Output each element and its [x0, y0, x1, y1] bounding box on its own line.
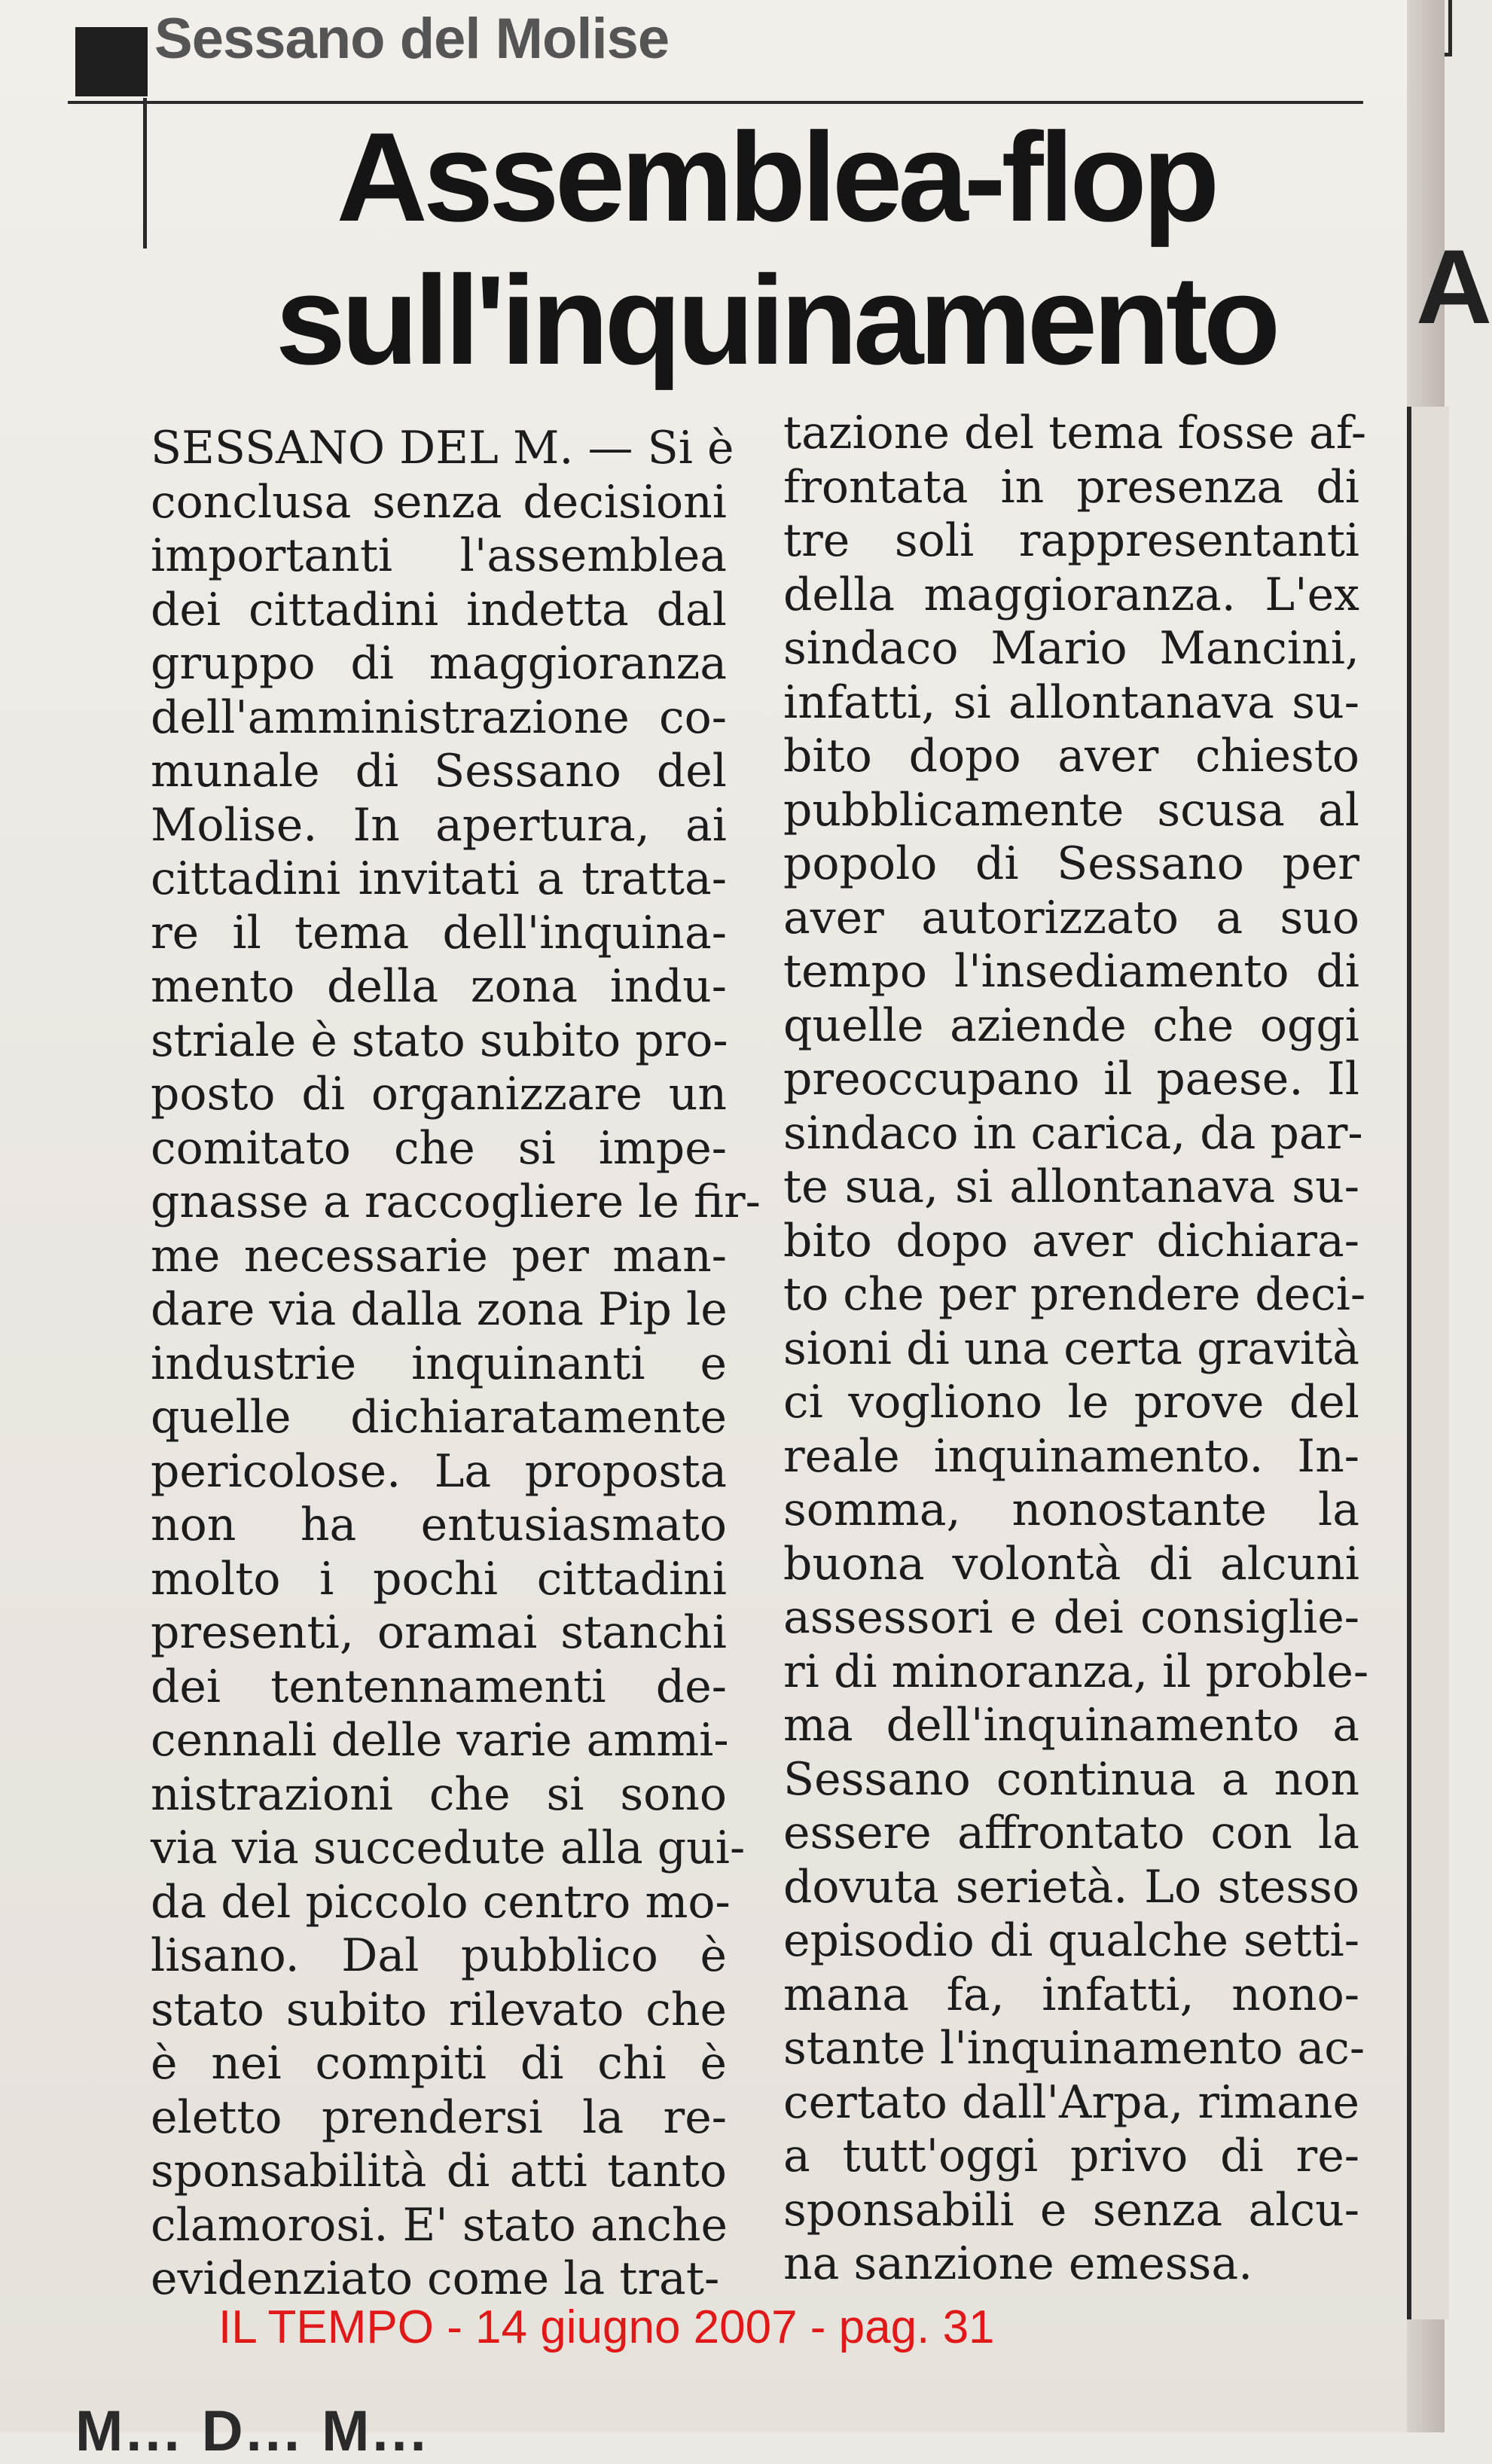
article-line: me necessarie per man- — [151, 1229, 727, 1282]
article-line: sioni di una certa gravità — [783, 1322, 1359, 1375]
article-line: popolo di Sessano per — [783, 837, 1359, 890]
article-line: certato dall'Arpa, rimane — [783, 2075, 1360, 2129]
article-line: pericolose. La proposta — [151, 1444, 727, 1498]
article-line: clamorosi. E' stato anche — [151, 2198, 728, 2252]
section-label: Sessano del Molise — [154, 7, 670, 71]
article-line: presenti, oramai stanchi — [151, 1606, 727, 1659]
article-line: stato subito rilevato che — [151, 1983, 727, 2036]
article-line: dei tentennamenti de- — [151, 1660, 727, 1713]
article-line: preoccupano il paese. Il — [783, 1053, 1359, 1105]
article-line: sponsabili e senza alcu- — [783, 2183, 1359, 2237]
article-line: te sua, si allontanava su- — [783, 1160, 1359, 1213]
article-line: munale di Sessano del — [151, 745, 727, 797]
article-line: SESSANO DEL M. — Si è — [151, 422, 734, 474]
article-line: posto di organizzare un — [151, 1068, 727, 1121]
article-line: pubblicamente scusa al — [783, 783, 1359, 837]
article-line: stante l'inquinamento ac- — [783, 2022, 1365, 2075]
article-line: è nei compiti di chi è — [151, 2037, 727, 2090]
headline-line-2: sull'inquinamento — [275, 249, 1277, 391]
section-marker-block — [75, 27, 148, 96]
article-line: della maggioranza. L'ex — [783, 568, 1359, 621]
article-line: striale è stato subito pro- — [151, 1014, 728, 1067]
article-line: sindaco in carica, da par- — [783, 1106, 1363, 1160]
article-line: quelle aziende che oggi — [783, 999, 1359, 1052]
article-line: non ha entusiasmato — [151, 1499, 727, 1551]
article-line: cennali delle varie ammi- — [151, 1714, 729, 1767]
header-vertical-rule — [143, 98, 147, 249]
article-line: tre soli rappresentanti — [783, 514, 1359, 567]
article-line: gruppo di maggioranza — [151, 637, 727, 690]
article-line: mento della zona indu- — [151, 960, 727, 1013]
article-line: Molise. In apertura, ai — [151, 798, 727, 852]
article-line: lisano. Dal pubblico è — [151, 1929, 727, 1982]
article-line: sponsabilità di atti tanto — [151, 2145, 727, 2197]
article-line: dovuta serietà. Lo stesso — [783, 1860, 1359, 1914]
article-line: infatti, si allontanava su- — [783, 675, 1359, 729]
article-line: mana fa, infatti, nono- — [783, 1968, 1359, 2021]
article-line: aver autorizzato a suo — [783, 891, 1359, 944]
article-line: industrie inquinanti e — [151, 1337, 727, 1390]
article-line: essere affrontato con la — [783, 1807, 1359, 1859]
article-line: na sanzione emessa. — [783, 2237, 1253, 2290]
article-line: dare via dalla zona Pip le — [151, 1283, 728, 1336]
article-line: sindaco Mario Mancini, — [783, 622, 1359, 675]
article-line: conclusa senza decisioni — [151, 475, 727, 529]
article-line: gnasse a raccogliere le fir- — [151, 1176, 761, 1228]
article-line: eletto prendersi la re- — [151, 2090, 727, 2144]
article-line: Sessano continua a non — [783, 1752, 1359, 1806]
article-line: quelle dichiaratamente — [151, 1391, 727, 1444]
article-line: a tutt'oggi privo di re- — [783, 2130, 1359, 2182]
article-line: re il tema dell'inquina- — [151, 906, 727, 959]
article-column-left — [151, 422, 761, 2307]
article-line: bito dopo aver chiesto — [783, 730, 1359, 782]
article-line: buona volontà di alcuni — [783, 1537, 1359, 1590]
article-column-right — [783, 407, 1369, 2292]
article-line: molto i pochi cittadini — [151, 1552, 727, 1606]
article-line: ci vogliono le prove del — [783, 1376, 1359, 1429]
article-line: reale inquinamento. In- — [783, 1429, 1359, 1483]
headline — [249, 105, 1303, 392]
article-line: assessori e dei consiglie- — [783, 1591, 1359, 1644]
article-line: to che per prendere deci- — [783, 1268, 1366, 1321]
article-line: episodio di qualche setti- — [783, 1914, 1359, 1967]
adjacent-article-frame — [1407, 407, 1449, 2319]
next-article-headline-fragment: M... D... M... — [75, 2399, 429, 2463]
adjacent-headline-fragment: A — [1416, 227, 1492, 346]
headline-line-1: Assemblea-flop — [336, 106, 1216, 248]
article-line: comitato che si impe- — [151, 1121, 727, 1175]
article-line: evidenziato come la trat- — [151, 2252, 720, 2305]
article-line: importanti l'assemblea — [151, 529, 727, 582]
article-line: tazione del tema fosse af- — [783, 407, 1367, 459]
article-line: tempo l'insediamento di — [783, 945, 1359, 998]
article-line: cittadini invitati a tratta- — [151, 852, 727, 905]
article-line: dei cittadini indetta dal — [151, 583, 727, 636]
article-line: somma, nonostante la — [783, 1484, 1359, 1536]
article-line: bito dopo aver dichiara- — [783, 1214, 1359, 1267]
article-line: dell'amministrazione co- — [151, 691, 727, 744]
article-line: frontata in presenza di — [783, 460, 1359, 514]
article-line: via via succedute alla gui- — [151, 1822, 746, 1874]
article-line: da del piccolo centro mo- — [151, 1875, 731, 1929]
article-line: nistrazioni che si sono — [151, 1767, 727, 1821]
article-line: ma dell'inquinamento a — [783, 1699, 1359, 1752]
source-caption: IL TEMPO - 14 giugno 2007 - pag. 31 — [218, 2301, 995, 2353]
article-line: ri di minoranza, il proble- — [783, 1645, 1369, 1698]
